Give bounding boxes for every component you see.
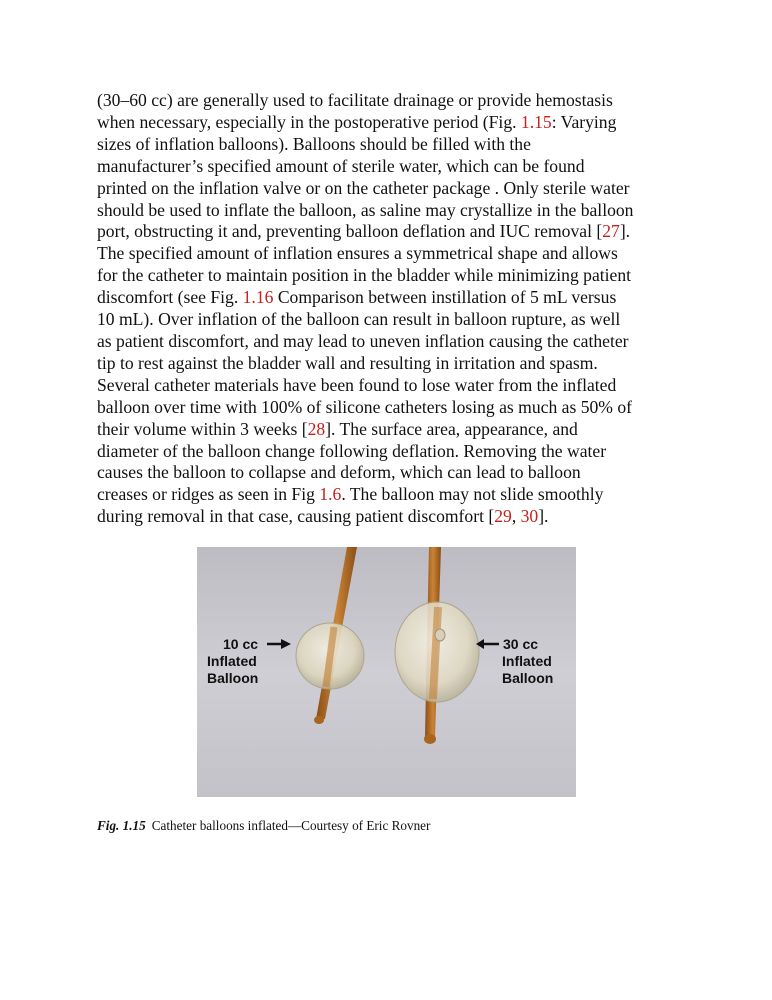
body-text-segment: for the catheter to maintain position in the bladder while minimizing patient	[97, 265, 632, 286]
body-text-segment: . The balloon may not slide smoothly	[341, 484, 604, 505]
figure-caption-label: Fig. 1.15	[97, 818, 146, 833]
body-line	[97, 309, 687, 331]
body-line	[97, 484, 687, 506]
body-text-segment: port, obstructing it and, preventing balloon deflation and IUC removal [	[97, 221, 603, 242]
body-text-segment: : Varying	[551, 111, 617, 132]
body-text-segment: The specified amount of inflation ensures a symmetrical shape and allows	[97, 243, 618, 264]
body-text-segment: (30–60 cc) are generally used to facilitate drainage or provide hemostasis	[97, 90, 613, 110]
body-text-segment: sizes of inflation balloons). Balloons should be filled with the	[97, 133, 531, 154]
reference-link[interactable]: 28	[307, 418, 326, 439]
reference-link[interactable]: 1.15	[520, 111, 552, 132]
body-line	[97, 90, 687, 112]
body-text-segment: ].	[538, 506, 549, 527]
body-text-segment: Several catheter materials have been found to lose water from the inflated	[97, 374, 617, 395]
right-catheter-tip	[424, 734, 436, 744]
right-tube-through-balloon	[433, 607, 438, 699]
body-text-segment: manufacturer’s specified amount of sterile water, which can be found	[97, 155, 585, 176]
body-text-segment: ]. The surface area, appearance, and	[325, 418, 578, 439]
body-text-segment: printed on the inflation valve or on the catheter package . Only sterile water	[97, 177, 630, 198]
reference-link[interactable]: 1.6	[319, 484, 342, 505]
body-text-segment: ].	[619, 221, 631, 242]
left-label-line2: Inflated	[207, 653, 257, 669]
left-label-line3: Balloon	[207, 670, 259, 686]
body-line	[97, 287, 687, 309]
reference-link[interactable]: 1.16	[242, 287, 274, 308]
body-line	[97, 331, 687, 353]
body-text-segment: tip to rest against the bladder wall and resulting in irritation and spasm.	[97, 352, 598, 373]
reference-link[interactable]: 30	[520, 506, 539, 527]
body-line	[97, 353, 687, 375]
body-line	[97, 397, 687, 419]
body-line	[97, 462, 687, 484]
body-line	[97, 134, 687, 156]
right-label-line3: Balloon	[502, 670, 554, 686]
reference-link[interactable]: 29	[494, 506, 512, 527]
body-text-segment: should be used to inflate the balloon, as saline may crystallize in the balloon	[97, 199, 634, 220]
figure-photo	[197, 547, 576, 797]
body-line	[97, 441, 687, 463]
figure-caption	[97, 818, 697, 834]
body-text-segment: when necessary, especially in the postoperative period (Fig.	[97, 111, 521, 132]
left-label-line1: 10 cc	[223, 636, 259, 652]
body-line	[97, 178, 687, 200]
figure-caption-text: Catheter balloons inflated—Courtesy of Eric Rovner	[151, 818, 431, 833]
body-text-segment: Comparison between instillation of 5 mL versus	[273, 287, 617, 308]
body-text-segment: causes the balloon to collapse and deform, which can lead to balloon	[97, 462, 581, 483]
body-line	[97, 506, 687, 528]
body-text-segment: 10 mL). Over inflation of the balloon can result in balloon rupture, as well	[97, 309, 621, 330]
body-line	[97, 112, 687, 134]
body-text-segment: during removal in that case, causing patient discomfort [	[97, 506, 495, 527]
body-text-segment: creases or ridges as seen in Fig	[97, 484, 320, 505]
right-label-line2: Inflated	[502, 653, 552, 669]
body-line	[97, 200, 687, 222]
catheter-balloons-photo	[197, 547, 576, 797]
body-line	[97, 156, 687, 178]
right-label-line1: 30 cc	[503, 636, 539, 652]
right-balloon-bubble	[435, 629, 445, 641]
body-line	[97, 265, 687, 287]
body-text-segment: as patient discomfort, and may lead to uneven inflation causing the catheter	[97, 330, 629, 351]
body-text-segment: diameter of the balloon change following deflation. Removing the water	[97, 440, 607, 461]
body-text-segment: balloon over time with 100% of silicone catheters losing as much as 50% of	[97, 396, 633, 417]
body-line	[97, 221, 687, 243]
body-paragraph	[97, 90, 687, 528]
body-line	[97, 375, 687, 397]
body-line	[97, 243, 687, 265]
body-text-segment: discomfort (see Fig.	[97, 287, 243, 308]
body-text-segment: ,	[511, 506, 521, 527]
left-catheter-tip	[314, 716, 324, 724]
body-text-segment: their volume within 3 weeks [	[97, 418, 308, 439]
reference-link[interactable]: 27	[602, 221, 620, 242]
body-line	[97, 419, 687, 441]
